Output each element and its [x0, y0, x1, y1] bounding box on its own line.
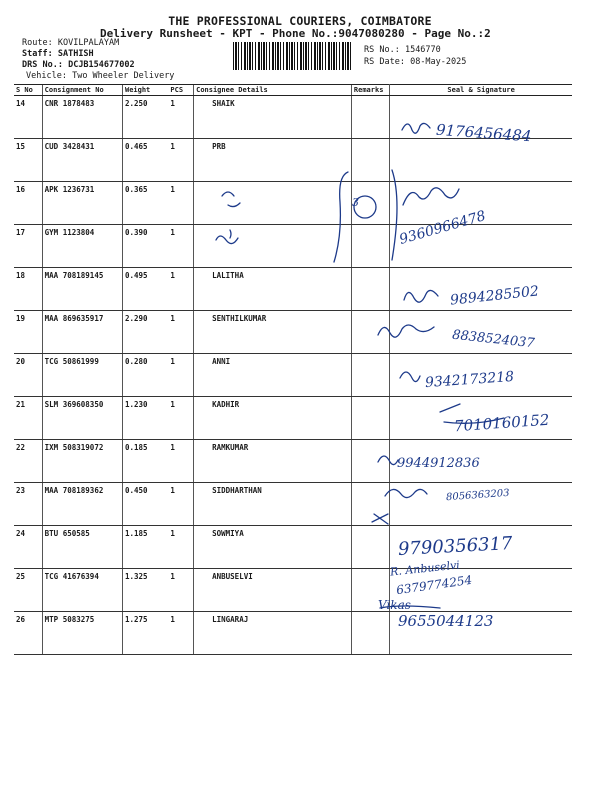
consignee-cell: RAMKUMAR: [194, 440, 352, 483]
sno-cell: 14: [14, 96, 42, 139]
handwritten-phone-14: 9176456484: [435, 120, 532, 146]
consignee-cell: SHAIK: [194, 96, 352, 139]
document-subtitle: Delivery Runsheet - KPT - Phone No.:9047080280 - Page No.:2: [100, 27, 491, 40]
consignment-cell: TCG 41676394: [42, 569, 122, 612]
weight-cell: 1.325: [122, 569, 168, 612]
col-header-weight: Weight: [122, 85, 168, 96]
handwritten-phone-20: 9342173218: [424, 368, 515, 392]
vehicle-label: Vehicle:: [26, 71, 67, 81]
pcs-cell: 1: [168, 569, 193, 612]
handwritten-phone-25: 6379774254: [395, 572, 473, 598]
consignment-cell: MAA 708189362: [42, 483, 122, 526]
sno-cell: 25: [14, 569, 42, 612]
consignment-cell: CNR 1878483: [42, 96, 122, 139]
staff-value: SATHISH: [57, 49, 94, 59]
handwritten-phone-16: 9360966478: [397, 208, 488, 248]
doodle-stroke: [216, 230, 238, 244]
col-header-consignment: Consignment No: [42, 85, 122, 96]
consignment-cell: SLM 369608350: [42, 397, 122, 440]
weight-cell: 0.280: [122, 354, 168, 397]
col-header-pcs: PCS: [168, 85, 193, 96]
consignment-cell: TCG 50861999: [42, 354, 122, 397]
signature-stroke: [404, 290, 438, 302]
col-header-consignee: Consignee Details: [194, 85, 352, 96]
handwritten-name-25: R. Anbuselvi: [389, 558, 461, 579]
col-header-remarks: Remarks: [351, 85, 389, 96]
handwritten-phone-19: 8838524037: [451, 327, 536, 352]
handwritten-phone-26: 9655044123: [398, 612, 494, 630]
rs-no-value: 1546770: [404, 45, 441, 55]
consignee-cell: KADHIR: [194, 397, 352, 440]
staff-label: Staff:: [22, 49, 53, 59]
drs-label: DRS No.:: [22, 60, 63, 70]
weight-cell: 0.390: [122, 225, 168, 268]
sno-cell: 26: [14, 612, 42, 655]
sno-cell: 23: [14, 483, 42, 526]
pcs-cell: 1: [168, 483, 193, 526]
consignment-cell: BTU 650585: [42, 526, 122, 569]
bracket-stroke: [334, 172, 348, 262]
weight-cell: 1.275: [122, 612, 168, 655]
sno-cell: 19: [14, 311, 42, 354]
consignment-cell: IXM 508319072: [42, 440, 122, 483]
signature-stroke: [402, 123, 430, 133]
sno-cell: 21: [14, 397, 42, 440]
signature-stroke: [378, 325, 434, 337]
route-label: Route:: [22, 38, 53, 48]
handwritten-remark-mark: 3: [352, 196, 359, 209]
consignment-cell: CUD 3428431: [42, 139, 122, 182]
weight-cell: 0.495: [122, 268, 168, 311]
handwritten-phone-21: 7010160152: [453, 410, 550, 436]
handwritten-phone-24: 9790356317: [397, 533, 514, 560]
sno-cell: 17: [14, 225, 42, 268]
col-header-sno: S No: [14, 85, 42, 96]
consignment-cell: GYM 1123804: [42, 225, 122, 268]
consignment-cell: APK 1236731: [42, 182, 122, 225]
consignment-cell: MAA 869635917: [42, 311, 122, 354]
sno-cell: 16: [14, 182, 42, 225]
sno-cell: 24: [14, 526, 42, 569]
rs-date-label: RS Date:: [364, 57, 405, 67]
consignee-cell: SENTHILKUMAR: [194, 311, 352, 354]
consignee-cell: SOWMIYA: [194, 526, 352, 569]
consignment-cell: MTP 5083275: [42, 612, 122, 655]
weight-cell: 2.250: [122, 96, 168, 139]
document-title: THE PROFESSIONAL COURIERS, COIMBATORE: [168, 14, 432, 28]
drs-value: DCJB154677002: [68, 60, 135, 70]
consignee-cell: PRB: [194, 139, 352, 182]
pcs-cell: 1: [168, 268, 193, 311]
doodle-stroke: [222, 192, 240, 207]
signature-stroke: [403, 188, 459, 205]
pcs-cell: 1: [168, 354, 193, 397]
sno-cell: 22: [14, 440, 42, 483]
consignee-cell: LALITHA: [194, 268, 352, 311]
weight-cell: 0.450: [122, 483, 168, 526]
pcs-cell: 1: [168, 182, 193, 225]
sno-cell: 18: [14, 268, 42, 311]
pcs-cell: 1: [168, 139, 193, 182]
handwritten-phone-23: 8056363203: [445, 487, 510, 504]
pcs-cell: 1: [168, 440, 193, 483]
weight-cell: 1.185: [122, 526, 168, 569]
weight-cell: 0.185: [122, 440, 168, 483]
signature-stroke: [400, 372, 420, 382]
rs-no-label: RS No.:: [364, 45, 400, 55]
consignee-cell: ANNI: [194, 354, 352, 397]
pcs-cell: 1: [168, 612, 193, 655]
pcs-cell: 1: [168, 96, 193, 139]
weight-cell: 0.465: [122, 139, 168, 182]
vehicle-value: Two Wheeler Delivery: [72, 71, 175, 81]
signature-stroke: [372, 514, 388, 524]
signature-stroke: [385, 489, 427, 497]
pcs-cell: 1: [168, 311, 193, 354]
consignee-cell: LINGARAJ: [194, 612, 352, 655]
pcs-cell: 1: [168, 397, 193, 440]
weight-cell: 0.365: [122, 182, 168, 225]
weight-cell: 2.290: [122, 311, 168, 354]
sno-cell: 20: [14, 354, 42, 397]
rs-date-value: 08-May-2025: [410, 57, 467, 67]
consignee-cell: ANBUSELVI: [194, 569, 352, 612]
handwritten-phone-18: 9894285502: [449, 283, 540, 309]
bracket-stroke: [392, 170, 397, 260]
pcs-cell: 1: [168, 225, 193, 268]
consignee-cell: SIDDHARTHAN: [194, 483, 352, 526]
sno-cell: 15: [14, 139, 42, 182]
pcs-cell: 1: [168, 526, 193, 569]
handwritten-name-26: Vikas: [378, 598, 411, 612]
handwritten-phone-22: 9944912836: [397, 456, 480, 471]
signature-stroke: [378, 456, 398, 465]
route-value: KOVILPALAYAM: [57, 38, 120, 48]
weight-cell: 1.230: [122, 397, 168, 440]
consignment-cell: MAA 708189145: [42, 268, 122, 311]
col-header-signature: Seal & Signature: [390, 85, 572, 96]
